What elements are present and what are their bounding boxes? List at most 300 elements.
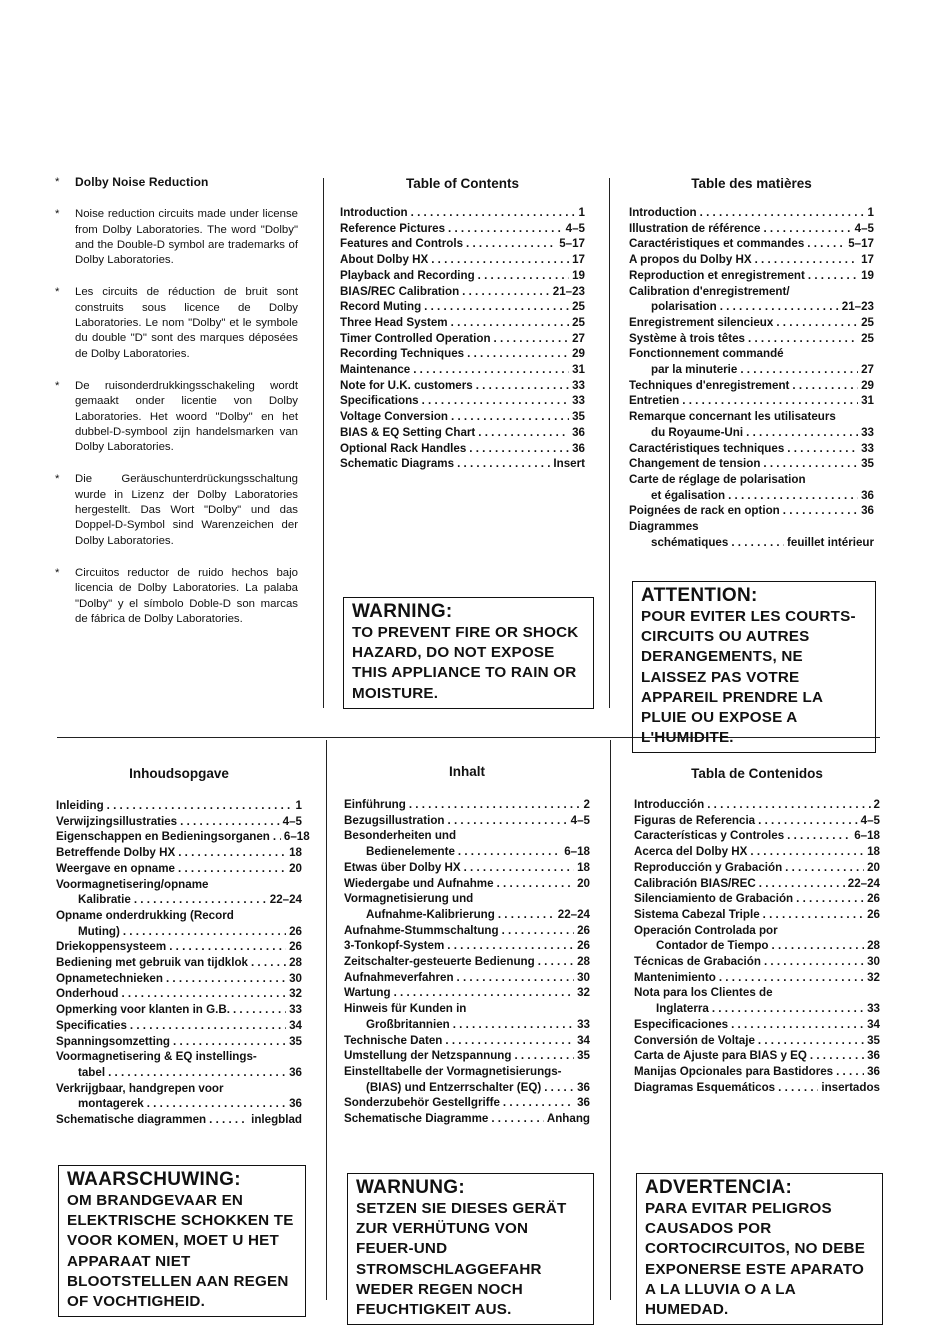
toc-entry — [56, 1049, 302, 1065]
toc-entry — [340, 393, 585, 409]
toc-leader-dots — [787, 441, 858, 457]
toc-entry-label: Nota para los Clientes de — [634, 986, 773, 1000]
toc-entry-label: Introducción — [634, 798, 705, 811]
toc-leader-dots — [173, 1034, 286, 1050]
toc-entry-label: schématiques — [651, 535, 729, 549]
toc-entry-page: 28 — [867, 939, 880, 953]
toc-german — [344, 764, 590, 1127]
toc-leader-dots — [447, 938, 574, 954]
toc-leader-dots — [497, 876, 575, 892]
toc-entry-page: 27 — [861, 363, 874, 377]
toc-leader-dots — [451, 409, 569, 425]
toc-leader-dots — [494, 331, 570, 347]
toc-entry — [344, 1033, 590, 1049]
toc-entry-label: Schematische diagrammen — [56, 1113, 207, 1127]
toc-entry-page: 35 — [289, 1034, 302, 1048]
toc-leader-dots — [750, 844, 864, 860]
toc-title: Inhalt — [449, 764, 485, 779]
toc-leader-dots — [759, 876, 845, 892]
toc-entry-label: Record Muting — [340, 300, 422, 314]
toc-entry — [634, 797, 880, 813]
warning-box-english — [343, 597, 594, 709]
toc-entry — [344, 1064, 590, 1080]
toc-entry — [344, 1095, 590, 1111]
toc-entry — [56, 924, 302, 940]
toc-entry-label: polarisation — [651, 300, 717, 314]
toc-entry-label: Características y Controles — [634, 829, 785, 843]
toc-entry-page: 4–5 — [854, 221, 874, 235]
toc-entry-label: Voltage Conversion — [340, 410, 449, 424]
toc-leader-dots — [409, 797, 581, 813]
toc-entry-label: Técnicas de Grabación — [634, 955, 761, 969]
toc-leader-dots — [478, 268, 569, 284]
toc-entry-page: 32 — [867, 970, 880, 984]
toc-entry — [629, 362, 874, 378]
toc-entry-label: Conversión de Voltaje — [634, 1033, 755, 1047]
bullet-star: * — [55, 473, 60, 486]
toc-entry-label: Muting) — [78, 924, 120, 938]
toc-entry-label: Calibration d'enregistrement/ — [629, 284, 790, 298]
toc-leader-dots — [233, 1002, 286, 1018]
toc-entry — [56, 1081, 302, 1097]
toc-entry — [629, 378, 874, 394]
toc-entry-label: Kalibratie — [78, 893, 131, 907]
toc-entry-label: Aufnahmeverfahren — [344, 970, 454, 984]
toc-leader-dots — [178, 845, 286, 861]
toc-entry-label: Acerca del Dolby HX — [634, 845, 748, 859]
toc-leader-dots — [451, 315, 569, 331]
toc-entry-label: Diagrammes — [629, 520, 699, 534]
toc-entry — [344, 907, 590, 923]
toc-entry — [340, 284, 585, 300]
warning-title: ADVERTENCIA: — [645, 1177, 793, 1198]
toc-leader-dots — [707, 797, 870, 813]
toc-leader-dots — [796, 891, 864, 907]
toc-leader-dots — [458, 844, 561, 860]
toc-entry — [634, 860, 880, 876]
toc-entry-page: 20 — [867, 860, 880, 874]
toc-leader-dots — [469, 441, 569, 457]
dolby-note-en — [55, 207, 298, 268]
toc-entry — [629, 425, 874, 441]
toc-entry — [629, 472, 874, 488]
toc-entry-label: Verwijzingsillustraties — [56, 814, 178, 828]
toc-entry-label: Einstelltabelle der Vormagnetisierungs- — [344, 1064, 562, 1078]
toc-entry-page: 33 — [861, 425, 874, 439]
toc-entry — [56, 877, 302, 893]
toc-entry — [56, 1065, 302, 1081]
toc-entry — [56, 908, 302, 924]
toc-leader-dots — [457, 970, 575, 986]
toc-entry-label: Wartung — [344, 986, 391, 1000]
toc-entry — [629, 315, 874, 331]
toc-entry-label: Timer Controlled Operation — [340, 331, 491, 345]
toc-entry-label: Voormagnetisering/opname — [56, 877, 209, 891]
toc-entry — [629, 331, 874, 347]
toc-leader-dots — [763, 456, 858, 472]
toc-entry-label: Note for U.K. customers — [340, 378, 473, 392]
toc-entry-page: 36 — [867, 1049, 880, 1063]
toc-leader-dots — [134, 892, 267, 908]
toc-leader-dots — [544, 1080, 574, 1096]
toc-list — [629, 205, 874, 550]
toc-entry-page: 36 — [289, 1065, 302, 1079]
toc-title: Table des matières — [691, 176, 812, 191]
toc-entry-label: Sonderzubehör Gestellgriffe — [344, 1096, 500, 1110]
toc-entry — [634, 985, 880, 1001]
toc-entry-page: 30 — [577, 970, 590, 984]
toc-entry-label: Illustration de référence — [629, 221, 761, 235]
toc-entry-label: Einführung — [344, 798, 406, 811]
toc-entry-page: 34 — [289, 1018, 302, 1032]
toc-entry-label: Bezugsillustration — [344, 813, 445, 827]
toc-leader-dots — [503, 1095, 574, 1111]
toc-entry-page: Insert — [553, 457, 585, 471]
toc-entry-label: Besonderheiten und — [344, 829, 457, 843]
toc-leader-dots — [783, 503, 858, 519]
toc-entry-page: 1 — [867, 206, 874, 219]
toc-entry-page: 4–5 — [860, 813, 880, 827]
toc-entry-label: Poignées de rack en option — [629, 504, 780, 518]
toc-entry — [340, 346, 585, 362]
toc-leader-dots — [772, 938, 865, 954]
toc-leader-dots — [682, 393, 858, 409]
toc-leader-dots — [748, 331, 858, 347]
toc-entry — [340, 456, 585, 472]
toc-leader-dots — [807, 236, 845, 252]
toc-leader-dots — [764, 954, 864, 970]
toc-entry — [344, 891, 590, 907]
toc-entry-page: 36 — [577, 1096, 590, 1110]
toc-entry-page: 29 — [572, 347, 585, 361]
column-divider-bottom-right — [610, 740, 611, 1300]
toc-leader-dots — [792, 378, 858, 394]
toc-entry-label: Reference Pictures — [340, 221, 446, 235]
toc-entry-label: Caractéristiques techniques — [629, 441, 785, 455]
toc-entry-page: 20 — [577, 876, 590, 890]
toc-entry-label: Techniques d'enregistrement — [629, 378, 790, 392]
warning-text: PARA EVITAR PELIGROS CAUSADOS POR CORTOCIRCUITOS, NO DEBE EXPONERSE ESTE APARATO A LA LLUVIA O A LA HUMEDAD. — [645, 1200, 866, 1319]
toc-leader-dots — [810, 1048, 864, 1064]
toc-entry-page: 36 — [861, 504, 874, 518]
toc-entry-label: Wiedergabe und Aufnahme — [344, 876, 494, 890]
toc-entry-page: 33 — [577, 1017, 590, 1031]
toc-entry-page: 33 — [289, 1003, 302, 1017]
toc-entry-label: Reproduction et enregistrement — [629, 268, 805, 282]
toc-entry — [56, 798, 302, 814]
toc-leader-dots — [491, 1111, 543, 1127]
toc-entry-label: Contador de Tiempo — [656, 939, 769, 953]
toc-leader-dots — [478, 425, 569, 441]
dolby-note-de — [55, 472, 298, 548]
toc-entry-page: 31 — [572, 363, 585, 377]
toc-leader-dots — [758, 1033, 864, 1049]
toc-entry-label: Aufnahme-Stummschaltung — [344, 923, 499, 937]
toc-entry-label: Weergave en opname — [56, 861, 175, 875]
toc-leader-dots — [787, 828, 851, 844]
toc-entry-page: 27 — [572, 331, 585, 345]
toc-entry — [629, 393, 874, 409]
toc-entry-page: 19 — [861, 268, 874, 282]
toc-entry-page: 26 — [577, 939, 590, 953]
toc-entry-page: 6–18 — [564, 845, 590, 859]
toc-leader-dots — [123, 924, 286, 940]
toc-entry-label: Remarque concernant les utilisateurs — [629, 410, 836, 424]
toc-entry-label: Opname onderdrukking (Record — [56, 908, 234, 922]
dolby-note-nl — [55, 379, 298, 455]
warning-box-dutch — [58, 1165, 306, 1317]
toc-leader-dots — [166, 971, 286, 987]
toc-leader-dots — [476, 378, 569, 394]
toc-entry — [56, 861, 302, 877]
toc-entry-label: Driekoppensysteem — [56, 940, 167, 954]
toc-entry — [56, 939, 302, 955]
toc-leader-dots — [180, 814, 280, 830]
toc-entry-label: Figuras de Referencia — [634, 813, 756, 827]
toc-entry-label: Voormagnetisering & EQ instellings- — [56, 1050, 257, 1064]
toc-entry-page: 35 — [572, 410, 585, 424]
toc-leader-dots — [169, 939, 286, 955]
warning-box-french — [632, 581, 876, 753]
toc-leader-dots — [785, 860, 864, 876]
toc-leader-dots — [413, 362, 569, 378]
toc-entry-page: 35 — [867, 1033, 880, 1047]
toc-entry-label: Playback and Recording — [340, 268, 475, 282]
toc-entry — [340, 331, 585, 347]
toc-entry-page: 19 — [572, 268, 585, 282]
toc-entry-label: Operación Controlada por — [634, 923, 778, 937]
toc-leader-dots — [746, 425, 858, 441]
toc-entry — [634, 1033, 880, 1049]
toc-leader-dots — [448, 813, 568, 829]
toc-entry — [634, 844, 880, 860]
toc-entry — [344, 828, 590, 844]
toc-entry — [56, 1002, 302, 1018]
toc-entry-label: Enregistrement silencieux — [629, 315, 774, 329]
toc-entry-label: Hinweis für Kunden in — [344, 1002, 467, 1016]
toc-leader-dots — [424, 299, 569, 315]
warning-title: ATTENTION: — [641, 585, 758, 606]
toc-leader-dots — [453, 1017, 574, 1033]
toc-entry-label: Maintenance — [340, 363, 411, 377]
toc-entry — [629, 409, 874, 425]
toc-leader-dots — [466, 236, 556, 252]
toc-entry — [634, 1064, 880, 1080]
toc-entry — [344, 813, 590, 829]
warning-text: SETZEN SIE DIESES GERÄT ZUR VERHÜTUNG VON FEUER-UND STROMSCHLAGGEFAHR WEDER REGEN NOCH FEUCHTIGKEIT AUS. — [356, 1200, 567, 1319]
toc-entry-page: 2 — [873, 798, 880, 811]
toc-dutch — [56, 766, 310, 1128]
toc-entry-page: 6–18 — [283, 830, 310, 844]
dolby-note-text: Die Geräuschunterdrückungsschaltung wurde in Lizenz der Dolby Laboratories hergestellt. Das Wort "Dolby" und das Doppel-D-Symbol sind Warenzeichen der Dolby Laboratories. — [75, 473, 298, 547]
toc-entry-label: Bedienelemente — [366, 845, 455, 859]
toc-entry-page: 30 — [289, 971, 302, 985]
toc-entry — [56, 971, 302, 987]
toc-entry — [340, 378, 585, 394]
toc-entry — [634, 1048, 880, 1064]
toc-entry-label: Introduction — [629, 206, 697, 219]
toc-entry — [634, 1017, 880, 1033]
toc-entry-page: 36 — [572, 441, 585, 455]
toc-entry-page: inlegblad — [251, 1113, 302, 1127]
column-divider-bottom-left — [326, 740, 327, 1300]
toc-entry-page: 21–23 — [841, 300, 874, 314]
toc-entry — [344, 860, 590, 876]
toc-leader-dots — [538, 954, 574, 970]
toc-entry — [629, 488, 874, 504]
toc-entry-page: 36 — [289, 1097, 302, 1111]
toc-leader-dots — [121, 986, 286, 1002]
toc-entry-label: tabel — [78, 1065, 106, 1079]
toc-entry-label: et égalisation — [651, 488, 726, 502]
toc-entry — [340, 409, 585, 425]
dolby-note-text: De ruisonderdrukkingsschakeling wordt gemaakt onder licentie von Dolby Laboratories. Het woord "Dolby" en het dubbel-D-symbool zijn handelsmarken van Dolby Laboratories. — [75, 379, 298, 454]
toc-leader-dots — [457, 456, 550, 472]
toc-entry — [634, 970, 880, 986]
toc-entry — [344, 797, 590, 813]
toc-entry — [629, 268, 874, 284]
toc-entry-label: Entretien — [629, 394, 680, 408]
toc-leader-dots — [467, 346, 569, 362]
toc-entry-label: Features and Controls — [340, 237, 464, 251]
toc-entry-page: 33 — [572, 378, 585, 392]
toc-entry — [344, 1080, 590, 1096]
toc-entry-page: 4–5 — [282, 814, 302, 828]
dolby-note-text: Noise reduction circuits made under license from Dolby Laboratories. The word "Dolby" and the Double-D symbol are trademarks of Dolby Laboratories. — [75, 208, 298, 267]
toc-leader-dots — [776, 315, 858, 331]
toc-entry-page: 6–18 — [854, 829, 880, 843]
toc-entry-page: 34 — [867, 1017, 880, 1031]
dolby-note-text: Circuitos reductor de ruido hechos bajo licencia de Dolby Laboratories. La palaba "Dolby" y el símbolo Doble-D son marcas de fábrica de Dolby Laboratories. — [75, 566, 298, 625]
toc-entry — [634, 891, 880, 907]
toc-entry — [344, 1111, 590, 1127]
toc-entry-page: 4–5 — [565, 221, 585, 235]
toc-entry — [56, 814, 302, 830]
warning-box-german — [347, 1173, 594, 1325]
toc-entry-page: 1 — [295, 799, 302, 812]
toc-entry-label: BIAS & EQ Setting Chart — [340, 425, 476, 439]
toc-title: Inhoudsopgave — [129, 766, 229, 781]
toc-entry-label: Fonctionnement commandé — [629, 347, 784, 361]
toc-leader-dots — [445, 1033, 574, 1049]
toc-entry-label: Three Head System — [340, 315, 448, 329]
toc-entry — [634, 1001, 880, 1017]
toc-entry-label: Recording Techniques — [340, 347, 465, 361]
toc-entry-page: 34 — [577, 1033, 590, 1047]
toc-entry — [344, 938, 590, 954]
toc-entry-label: Specifications — [340, 394, 419, 408]
toc-leader-dots — [394, 985, 575, 1001]
toc-entry — [56, 892, 302, 908]
toc-entry-page: 36 — [577, 1080, 590, 1094]
toc-leader-dots — [130, 1018, 286, 1034]
toc-entry-page: 22–24 — [557, 907, 590, 921]
toc-entry-label: Especificaciones — [634, 1017, 729, 1031]
toc-entry-label: montagerek — [78, 1097, 144, 1111]
toc-entry-page: 35 — [861, 457, 874, 471]
toc-entry-page: 36 — [861, 488, 874, 502]
toc-entry-page: 25 — [861, 315, 874, 329]
toc-entry — [344, 1048, 590, 1064]
warning-text: TO PREVENT FIRE OR SHOCK HAZARD, DO NOT EXPOSE THIS APPLIANCE TO RAIN OR MOISTURE. — [352, 624, 579, 702]
toc-entry — [340, 236, 585, 252]
toc-entry — [629, 441, 874, 457]
toc-entry — [629, 535, 874, 551]
bullet-star: * — [55, 379, 60, 392]
toc-entry-page: 28 — [577, 955, 590, 969]
toc-leader-dots — [836, 1064, 864, 1080]
toc-entry — [344, 954, 590, 970]
toc-entry-label: Opmerking voor klanten in G.B. — [56, 1003, 230, 1017]
toc-entry-label: Spanningsomzetting — [56, 1034, 171, 1048]
toc-entry-label: BIAS/REC Calibration — [340, 284, 460, 298]
toc-entry — [629, 346, 874, 362]
toc-leader-dots — [700, 205, 865, 221]
toc-entry-label: Introduction — [340, 206, 408, 219]
toc-entry — [344, 1017, 590, 1033]
toc-leader-dots — [431, 252, 569, 268]
toc-entry — [344, 923, 590, 939]
warning-text: POUR EVITER LES COURTS-CIRCUITS OU AUTRES DERANGEMENTS, NE LAISSEZ PAS VOTRE APPAREIL PRENDRE LA PLUIE OU EXPOSE A L'HUMIDITE. — [641, 608, 856, 747]
dolby-section — [55, 175, 298, 627]
toc-leader-dots — [108, 1065, 286, 1081]
toc-leader-dots — [808, 268, 858, 284]
toc-entry — [340, 425, 585, 441]
toc-entry-page: 5–17 — [848, 237, 874, 251]
dolby-heading: Dolby Noise Reduction — [75, 175, 209, 189]
bullet-star: * — [55, 208, 60, 221]
toc-leader-dots — [178, 861, 286, 877]
toc-entry-label: Diagramas Esquemáticos — [634, 1080, 776, 1094]
toc-entry-label: Schematic Diagrams — [340, 457, 455, 471]
toc-leader-dots — [273, 829, 281, 845]
toc-leader-dots — [731, 1017, 864, 1033]
toc-entry-page: 2 — [583, 798, 590, 811]
toc-leader-dots — [755, 252, 859, 268]
toc-entry — [629, 519, 874, 535]
toc-entry-label: Vormagnetisierung und — [344, 892, 474, 906]
toc-entry-label: Inglaterra — [656, 1002, 709, 1016]
toc-leader-dots — [758, 813, 858, 829]
toc-entry — [634, 813, 880, 829]
toc-entry-label: About Dolby HX — [340, 253, 429, 267]
toc-entry — [634, 938, 880, 954]
toc-entry — [340, 221, 585, 237]
toc-leader-dots — [251, 955, 286, 971]
toc-entry-label: Reproducción y Grabación — [634, 860, 783, 874]
toc-entry-page: 5–17 — [559, 237, 585, 251]
toc-leader-dots — [107, 798, 293, 814]
toc-entry — [634, 907, 880, 923]
toc-entry-page: 21–23 — [552, 284, 585, 298]
toc-entry-page: insertados — [821, 1080, 880, 1094]
toc-leader-dots — [464, 860, 574, 876]
toc-leader-dots — [728, 488, 858, 504]
toc-entry-label: du Royaume-Uni — [651, 425, 744, 439]
toc-entry-page: 36 — [867, 1064, 880, 1078]
toc-entry — [629, 252, 874, 268]
toc-entry-label: Umstellung der Netzspannung — [344, 1049, 512, 1063]
toc-entry-page: 36 — [572, 425, 585, 439]
toc-entry — [56, 1112, 302, 1128]
toc-entry — [56, 986, 302, 1002]
toc-list — [634, 797, 880, 1095]
warning-title: WAARSCHUWING: — [67, 1169, 241, 1190]
bullet-star: * — [55, 566, 60, 579]
bullet-star: * — [55, 286, 60, 299]
toc-entry-page: 35 — [577, 1049, 590, 1063]
dolby-note-fr — [55, 285, 298, 361]
